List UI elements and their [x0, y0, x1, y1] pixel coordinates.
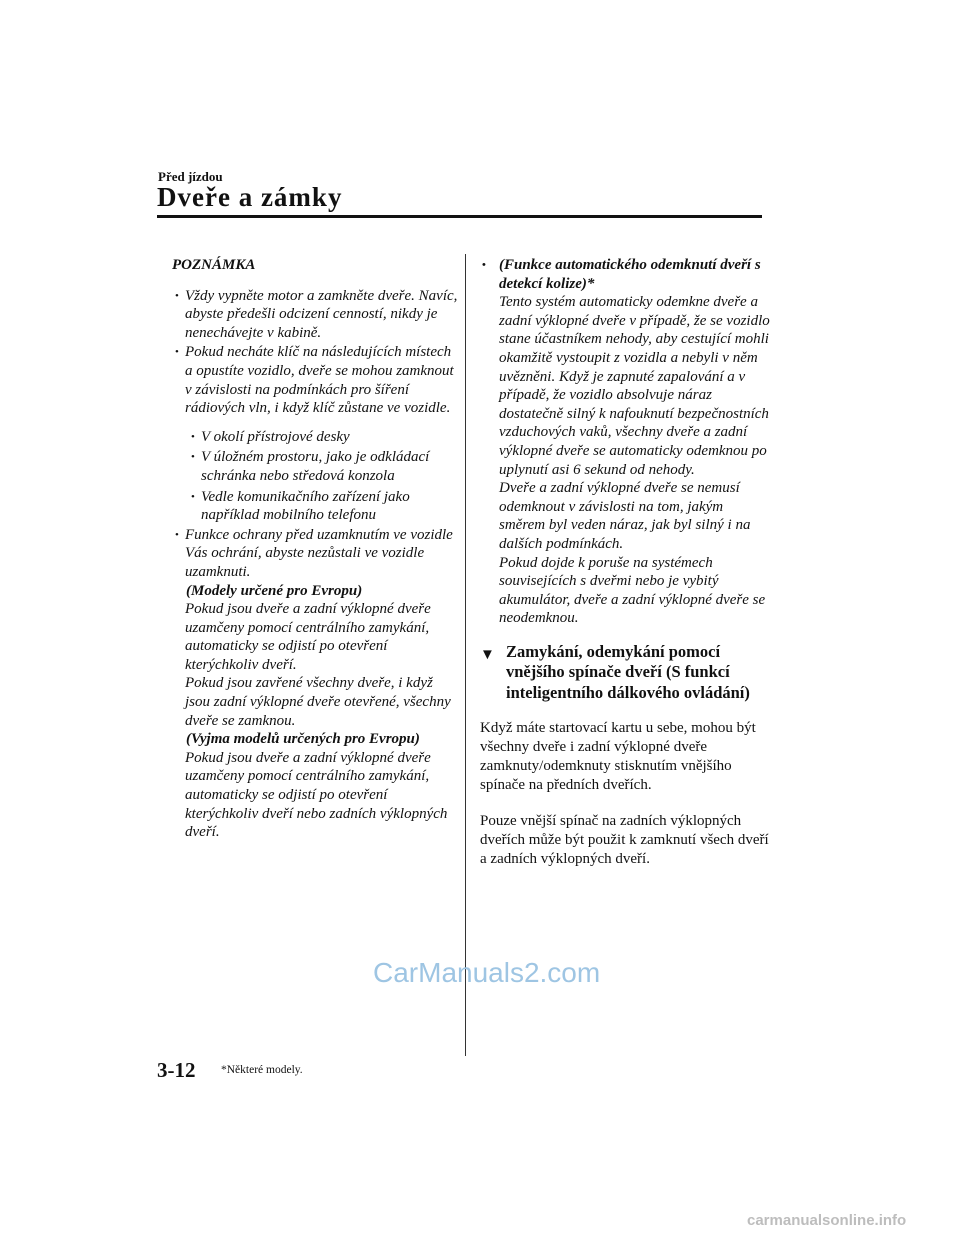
europe-paragraph-2: Pokud jsou zavřené všechny dveře, i když jsou zadní výklopné dveře otevřené, všechny dveře se zamknou. [185, 675, 451, 729]
non-europe-heading: (Vyjma modelů určených pro Evropu) [186, 731, 420, 748]
section-heading [480, 642, 770, 704]
sub-bullet-3: • Vedle komunikačního zařízení jako například mobilního telefonu [190, 488, 459, 525]
triangle-down-icon: ▼ [480, 646, 495, 663]
note-bullet-1: • Vždy vypněte motor a zamkněte dveře. Navíc, abyste předešli odcizení cenností, nikdy je nenechávejte v kabině. [174, 287, 459, 343]
site-watermark: carmanualsonline.info [747, 1212, 907, 1229]
column-divider [465, 254, 466, 1056]
title-rule [157, 215, 762, 218]
note-bullet-2: • Pokud necháte klíč na následujících místech a opustíte vozidlo, dveře se mohou zamknout v závislosti na podmínkách pro šíření rádiových vln, i když klíč zůstane ve vozidle. [174, 343, 459, 417]
page-number: 3-12 [157, 1058, 196, 1082]
europe-paragraph-1: Pokud jsou dveře a zadní výklopné dveře uzamčeny pomocí centrálního zamykání, automaticky se odjistí po otevření kterýchkoliv dveří. [185, 601, 431, 673]
body-paragraph-1: Když máte startovací kartu u sebe, mohou být všechny dveře i zadní výklopné dveře zamknuty/odemknuty stisknutím vnějšího spínače na předních dveřích. [480, 720, 756, 794]
section-heading-text: Zamykání, odemykání pomocí vnějšího spínače dveří (S funkcí inteligentního dálkového ovládání) [506, 641, 750, 702]
page-title: Dveře a zámky [157, 182, 343, 212]
right-column [480, 256, 770, 869]
section-label: Před jízdou [158, 169, 223, 184]
left-column [174, 256, 459, 842]
sub-bullet-list [174, 428, 459, 525]
collision-unlock-heading: • (Funkce automatického odemknutí dveří s detekcí kolize)* [480, 256, 770, 293]
collision-paragraph-2: Dveře a zadní výklopné dveře se nemusí odemknout v závislosti na tom, jakým směrem byl veden náraz, jak byl silný i na dalších podmínkách. [499, 480, 751, 552]
note-bullet-3: • Funkce ochrany před uzamknutím ve vozidle Vás ochrání, abyste nezůstali ve vozidle uzamknuti. [174, 526, 459, 582]
note-heading: POZNÁMKA [172, 257, 256, 273]
collision-paragraph-1: Tento systém automaticky odemkne dveře a zadní výklopné dveře v případě, že se vozidlo stane účastníkem nehody, aby cestující mohli okamžitě vystoupit z vozidla a nebyli v něm uvězněni. Když je zapnuté zapalování a v případě, že vozidlo absolvuje náraz dostatečně silný k nafouknutí bezpečnostních vzduchových vaků, všechny dveře a zadní výklopné dveře se automaticky odemknou po uplynutí asi 6 sekund od nehody. [499, 294, 770, 478]
collision-paragraph-3: Pokud dojde k poruše na systémech souvisejících s dveřmi nebo je vybitý akumulátor, dveře a zadní výklopné dveře se neodemknou. [499, 554, 766, 627]
sub-bullet-2: • V úložném prostoru, jako je odkládací schránka nebo středová konzola [190, 448, 459, 485]
footnote: *Některé modely. [221, 1064, 303, 1076]
non-europe-paragraph: Pokud jsou dveře a zadní výklopné dveře uzamčeny pomocí centrálního zamykání, automaticky se odjistí po otevření kterýchkoliv dveří nebo zadních výklopných dveří. [185, 749, 448, 841]
watermark: CarManuals2.com [373, 957, 601, 988]
sub-bullet-1: • V okolí přístrojové desky [190, 428, 459, 447]
europe-heading: (Modely určené pro Evropu) [186, 582, 363, 599]
body-paragraph-2: Pouze vnější spínač na zadních výklopných dveřích může být použit k zamknutí všech dveří a zadních výklopných dveří. [480, 813, 769, 868]
